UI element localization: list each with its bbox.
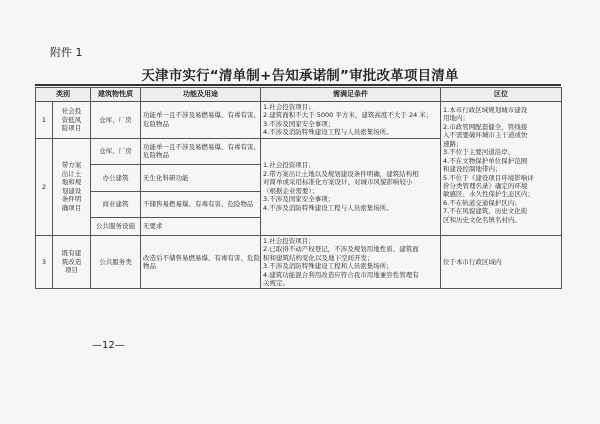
- document-title: 天津市实行“清单制+告知承诺制”审批改革项目清单: [141, 68, 459, 84]
- table-header-row: [36, 88, 562, 102]
- row-category: 带方案 出让土 地和规 划建设 条件明 确项目: [53, 138, 91, 235]
- table-row: [36, 102, 562, 139]
- row-function: 不储售易燃易爆、有毒有害、危险物品: [141, 191, 261, 217]
- row-function: 无生化科研功能: [141, 164, 261, 191]
- row-index: 3: [36, 235, 53, 289]
- header-building-nature: 建筑物性质: [91, 88, 141, 102]
- header-function-use: 功能及用途: [141, 88, 261, 102]
- row-nature: 公共服务类: [91, 235, 141, 289]
- header-category: 类别: [36, 88, 91, 102]
- row-index: 1: [36, 102, 53, 139]
- row-conditions: 1.社会投资项目； 2.已取得不动产权登记，不涉及规划用地性质、建筑面 积和建筑结构变化以及地下空间开发； 3.不涉及消防特殊建设工程和人员密集场所； 4.建筑功能混合利用改造应符合我市用地兼容性管理有 关规定。: [261, 235, 441, 289]
- row-function: 功能单一且不涉及易燃易爆、有毒有害、 危险物品: [141, 138, 261, 164]
- row-nature: 办公建筑: [91, 164, 141, 191]
- row-area: 位于本市行政区域内: [441, 235, 562, 289]
- row-nature: 仓库、厂房: [91, 138, 141, 164]
- row-area: 1.本市行政区域规划城市建设 用地内； 2.市政管网配套健全，管线接 入不需要破坏城市主干道或快 速路； 3.不位于主要河道沿岸、 4.不在文物保护单位保护范围 和建设控制地带内； 5.不位于《建设项目环境影响评 价分类管理名录》确定的环境 敏感区、水久性保护生态区内； 6.不在轨道交通保护区内； 7.不在风貌建筑、历史文化街 区和历史文化名镇名村内。: [441, 102, 562, 236]
- row-function: 功能单一且不涉及易燃易爆、有毒有害、 危险物品: [141, 102, 261, 139]
- row-conditions: 1.社会投资项目； 2.建筑面积不大于 5000 平方米，建筑高度不大于 24 米； 3.不涉及国家安全事项； 4.不涉及消防特殊建设工程与人员密集场所。: [261, 102, 441, 139]
- row-function: 无要求: [141, 217, 261, 235]
- header-area: 区位: [441, 88, 562, 102]
- attachment-label: 附件 1: [50, 46, 83, 59]
- row-category: 社会投 资低风 险项目: [53, 102, 91, 139]
- reform-project-table: [35, 87, 562, 289]
- row-function: 改造后不储售易燃易爆、有毒有害、危险 物品: [141, 235, 261, 289]
- header-conditions: 需满足条件: [261, 88, 441, 102]
- row-nature: 公共服务设施: [91, 217, 141, 235]
- row-category: 既有建 筑改造 项目: [53, 235, 91, 289]
- row-nature: 商业建筑: [91, 191, 141, 217]
- row-index: 2: [36, 138, 53, 235]
- title-rule: [35, 84, 561, 86]
- page-number: —12—: [92, 340, 125, 351]
- table-row: [36, 235, 562, 289]
- row-conditions: 1.社会投资项目； 2.带方案出让土地以及规划建设条件明确，建筑结构相 对简单或采用标准化方案设计、对城市风貌影响较小 （根据企业需要）； 3.不涉及国家安全事项； 4.不涉及消防特殊建设工程与人员密集场所。: [261, 138, 441, 235]
- row-nature: 仓库、厂房: [91, 102, 141, 139]
